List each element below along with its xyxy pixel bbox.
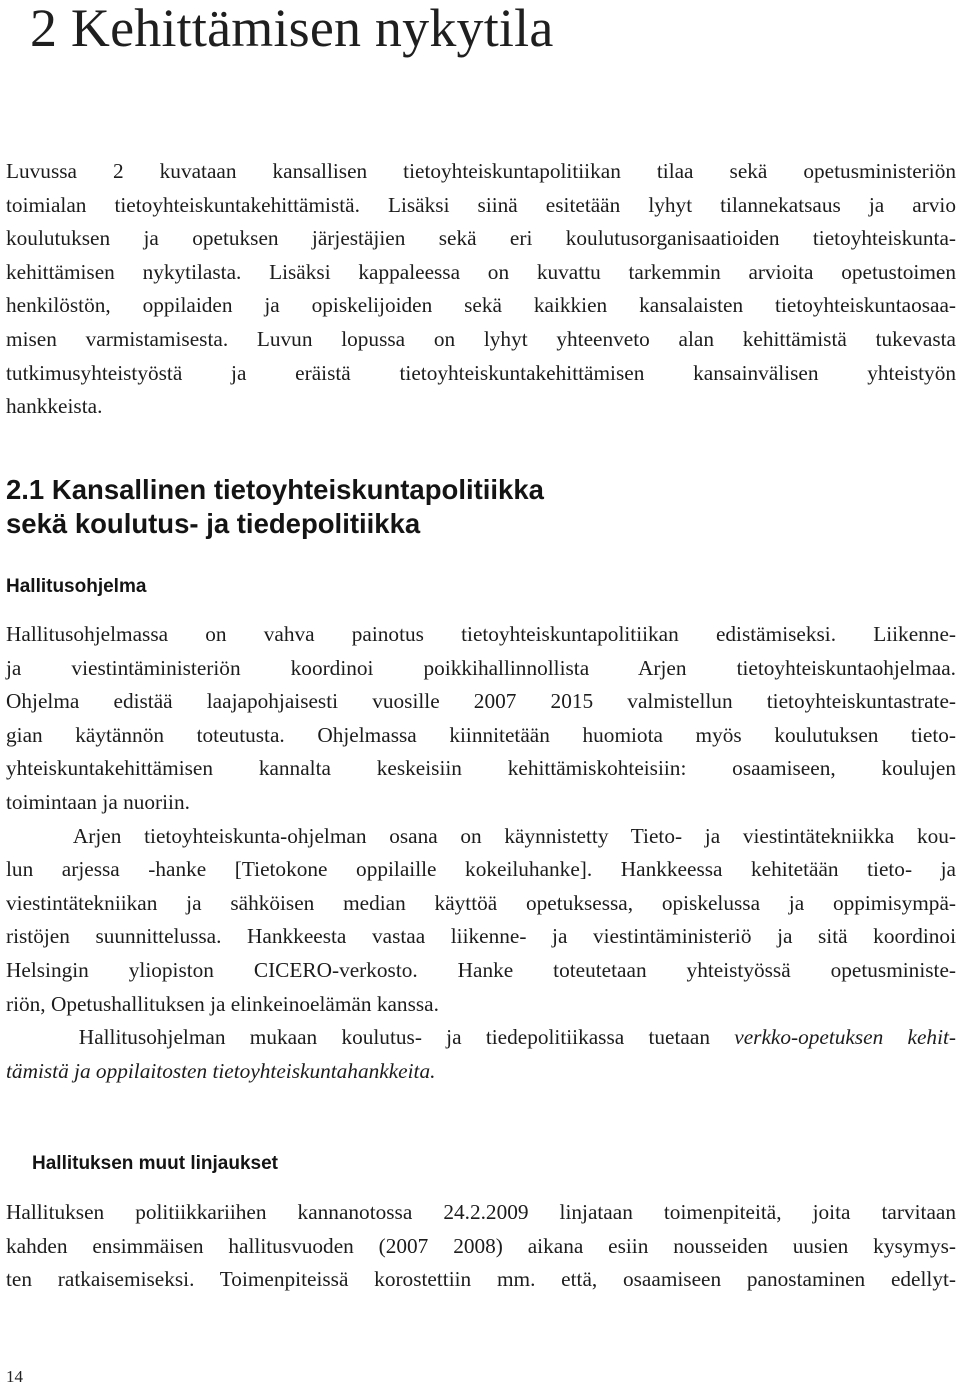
text-line: misen varmistamisesta. Luvun lopussa on lyhyt yhteenveto alan kehittämistä tukevasta xyxy=(6,326,956,351)
subheading-hallituksen-muut-linjaukset: Hallituksen muut linjaukset xyxy=(32,1153,278,1174)
text-line xyxy=(6,1021,956,1055)
linjaukset-paragraph xyxy=(6,1196,956,1297)
text-fragment: Hallitusohjelman mukaan koulutus- ja tiedepolitiikassa tuetaan xyxy=(6,1025,735,1050)
text-line: ja viestintäministeriön koordinoi poikkihallinnollista Arjen tietoyhteiskuntaohjelmaa. xyxy=(6,655,956,680)
text-line: tutkimusyhteistyöstä ja eräistä tietoyhteiskuntakehittämisen kansainvälisen yhteistyön xyxy=(6,360,956,385)
text-line: riön, Opetushallituksen ja elinkeinoelämän kanssa. xyxy=(6,991,439,1016)
intro-paragraph xyxy=(6,155,956,424)
text-line: kehittämisen nykytilasta. Lisäksi kappaleessa on kuvattu tarkemmin arvioita opetustoimen xyxy=(6,259,956,284)
italic-text: verkko-opetuksen kehit- xyxy=(734,1025,956,1050)
text-line: Arjen tietoyhteiskunta-ohjelman osana on käynnistetty Tieto- ja viestintätekniikka kou- xyxy=(6,823,956,848)
text-line: ten ratkaisemiseksi. Toimenpiteissä korostettiin mm. että, osaamiseen panostaminen edellyt- xyxy=(6,1267,956,1292)
text-line: gian käytännön toteutusta. Ohjelmassa kiinnitetään huomiota myös koulutuksen tieto- xyxy=(6,722,956,747)
text-line: yhteiskuntakehittämisen kannalta keskeisiin kehittämiskohteisiin: osaamiseen, koulujen xyxy=(6,756,956,781)
text-line: kahden ensimmäisen hallitusvuoden (2007 2008) aikana esiin nousseiden uusien kysymys- xyxy=(6,1233,956,1258)
page-number: 14 xyxy=(6,1367,23,1386)
section-heading xyxy=(6,473,544,541)
text-line: koulutuksen ja opetuksen järjestäjien sekä eri koulutusorganisaatioiden tietoyhteiskunta- xyxy=(6,226,956,251)
text-line: Helsingin yliopiston CICERO-verkosto. Hanke toteutetaan yhteistyössä opetusministe- xyxy=(6,957,956,982)
text-line: Hallituksen politiikkariihen kannanotossa 24.2.2009 linjataan toimenpiteitä, joita tarvitaan xyxy=(6,1200,956,1224)
section-heading-line: sekä koulutus- ja tiedepolitiikka xyxy=(6,508,421,539)
text-line: henkilöstön, oppilaiden ja opiskelijoiden sekä kaikkien kansalaisten tietoyhteiskuntaosaa- xyxy=(6,293,956,318)
text-line: Ohjelma edistää laajapohjaisesti vuosille 2007 2015 valmistellun tietoyhteiskuntastrate- xyxy=(6,689,956,714)
text-line: toimintaan ja nuoriin. xyxy=(6,789,190,814)
subheading-hallitusohjelma: Hallitusohjelma xyxy=(6,576,147,597)
text-line: Luvussa 2 kuvataan kansallisen tietoyhteiskuntapolitiikan tilaa sekä opetusministeriön xyxy=(6,159,956,183)
text-line: lun arjessa -hanke [Tietokone oppilaille kokeiluhanke]. Hankkeessa kehitetään tieto- ja xyxy=(6,857,956,882)
hallitusohjelma-paragraphs xyxy=(6,618,956,1088)
text-line: toimialan tietoyhteiskuntakehittämistä. Lisäksi siinä esitetään lyhyt tilannekatsaus ja arvio xyxy=(6,192,956,217)
text-line: hankkeista. xyxy=(6,394,103,419)
section-heading-line: 2.1 Kansallinen tietoyhteiskuntapolitiikka xyxy=(6,474,544,505)
text-line: Hallitusohjelmassa on vahva painotus tietoyhteiskuntapolitiikan edistämiseksi. Liikenne- xyxy=(6,622,956,646)
text-line: viestintätekniikan ja sähköisen median käyttöä opetuksessa, opiskelussa ja oppimisympä- xyxy=(6,890,956,915)
italic-text: tämistä ja oppilaitosten tietoyhteiskuntahankkeita. xyxy=(6,1058,436,1083)
text-line: ristöjen suunnittelussa. Hankkeesta vastaa liikenne- ja viestintäministeriö ja sitä koordinoi xyxy=(6,924,956,949)
chapter-title: 2 Kehittämisen nykytila xyxy=(30,0,554,58)
